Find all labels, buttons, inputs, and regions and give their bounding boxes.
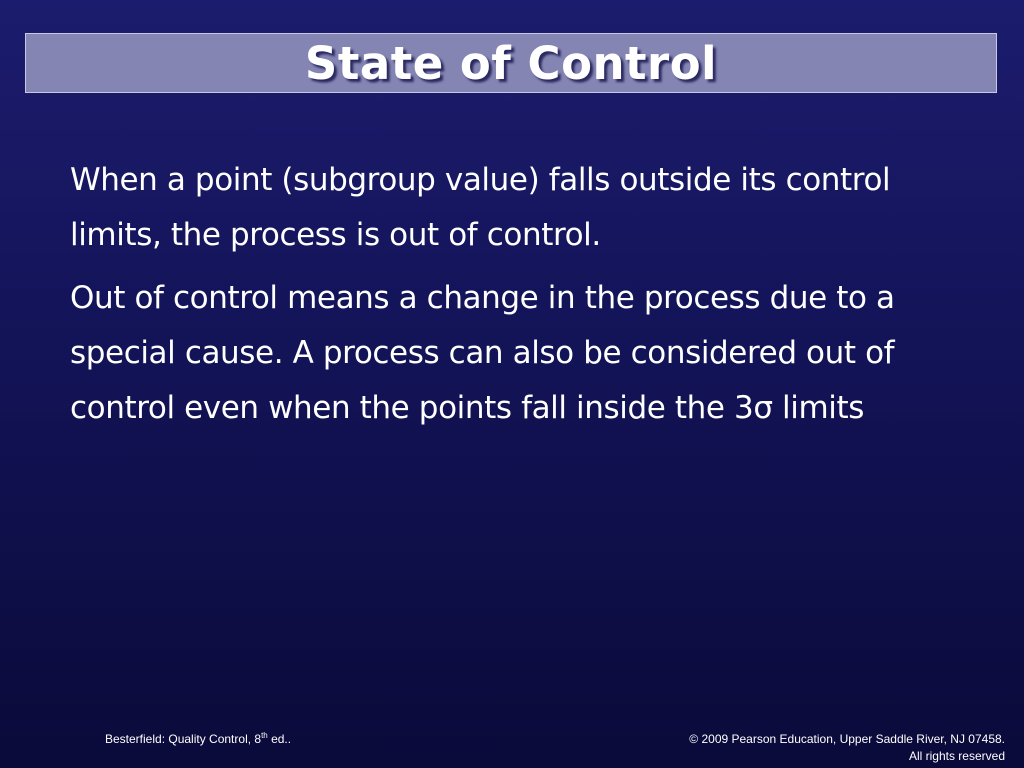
paragraph-1: When a point (subgroup value) falls outside its control limits, the process is out of control. bbox=[70, 162, 891, 253]
footer-copyright bbox=[689, 731, 1005, 765]
slide-body bbox=[70, 153, 970, 444]
rights-line: All rights reserved bbox=[908, 749, 1005, 763]
footer-citation-superscript: th bbox=[261, 731, 268, 740]
footer-citation-prefix: Besterfield: Quality Control, 8 bbox=[105, 732, 262, 746]
copyright-line: © 2009 Pearson Education, Upper Saddle River, NJ 07458. bbox=[689, 732, 1005, 746]
footer-citation-suffix: ed.. bbox=[267, 732, 292, 746]
title-bar bbox=[25, 33, 997, 93]
paragraph-2: Out of control means a change in the process due to a special cause. A process can also be considered out of control even when the points fall inside the 3σ limits bbox=[70, 280, 895, 426]
slide-title: State of Control bbox=[304, 36, 718, 90]
footer-citation bbox=[105, 731, 291, 746]
